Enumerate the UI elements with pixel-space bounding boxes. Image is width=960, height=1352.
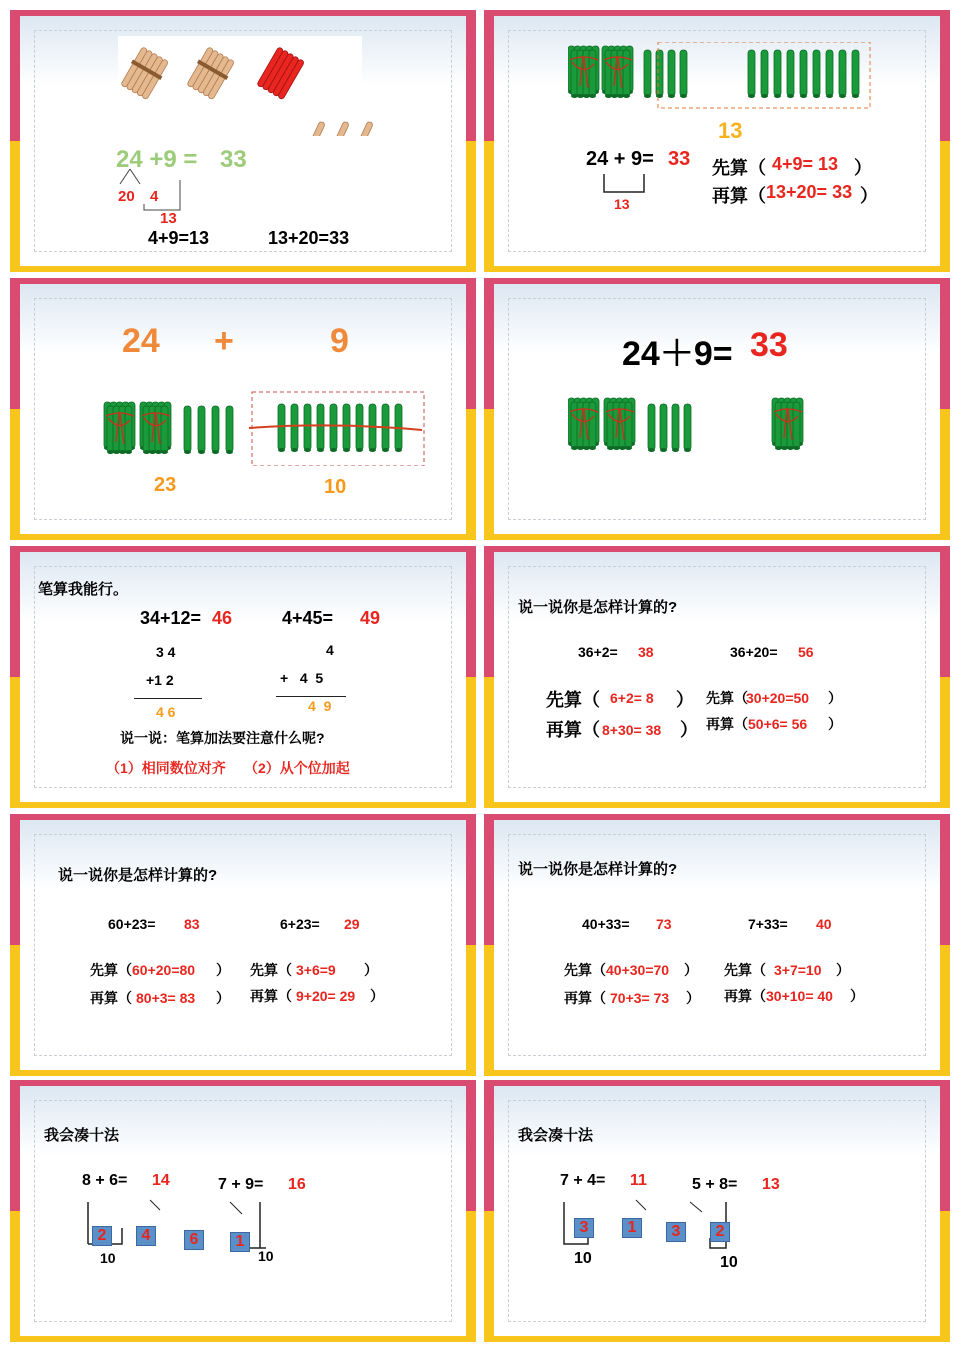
number-a: 24	[122, 322, 160, 360]
ans-1: 83	[184, 916, 200, 932]
brace-value: 13	[614, 196, 630, 212]
split-a: 20	[118, 188, 135, 205]
green-sticks	[94, 386, 434, 466]
title: 我会凑十法	[518, 1127, 594, 1144]
then-close-2: ）	[850, 988, 864, 1004]
box-4: 2	[710, 1222, 730, 1242]
first-label-2: 先算（	[250, 962, 292, 978]
first-close-2: ）	[364, 962, 378, 978]
eq-1: 60+23=	[108, 916, 156, 932]
ans-2: 13	[762, 1176, 780, 1193]
first-close-2: ）	[836, 962, 850, 978]
first-value-2: 3+6=9	[296, 962, 336, 978]
title: 说一说你是怎样计算的?	[58, 867, 218, 884]
ans-1: 11	[630, 1172, 647, 1189]
first-close-2: ）	[828, 690, 842, 706]
first-value-2: 3+7=10	[774, 962, 822, 978]
slide-6	[484, 546, 950, 808]
box-2: 1	[622, 1218, 642, 1238]
then-label: 再算（	[712, 186, 766, 206]
then-close: ）	[216, 990, 230, 1006]
ten-2: 10	[258, 1248, 274, 1264]
then-close: ）	[686, 990, 700, 1006]
ans-2: 40	[816, 916, 832, 932]
top-value: 13	[718, 118, 743, 143]
first-close: ）	[684, 962, 698, 978]
first-value: 4+9= 13	[772, 154, 839, 174]
number-b: 9	[330, 322, 349, 360]
plus-sign: +	[214, 322, 234, 360]
then-value: 13+20= 33	[766, 182, 853, 202]
vertical-1-result: 4 6	[156, 704, 176, 720]
ans-2: 29	[344, 916, 360, 932]
first-label: 先算（	[546, 690, 600, 710]
equation-answer: 33	[750, 326, 788, 364]
slide-9	[10, 1080, 476, 1342]
sticks-illustration	[120, 46, 380, 136]
box-2: 4	[136, 1226, 156, 1246]
green-sticks	[568, 394, 898, 464]
eq-2: 5 + 8=	[692, 1176, 738, 1193]
box-4: 1	[230, 1232, 250, 1252]
eq-2: 7 + 9=	[218, 1176, 264, 1193]
eq-2: 4+45=	[282, 608, 334, 628]
vertical-2-top: 4	[326, 642, 334, 658]
eq-2: 6+23=	[280, 916, 320, 932]
then-value-2: 50+6= 56	[748, 716, 808, 732]
vertical-2-line	[276, 696, 346, 697]
eq-1: 8 + 6=	[82, 1172, 128, 1189]
ten-1: 10	[574, 1250, 592, 1267]
first-close: ）	[676, 690, 694, 710]
green-sticks	[568, 42, 898, 112]
equation-answer: 33	[668, 148, 691, 170]
eq-2: 7+33=	[748, 916, 788, 932]
then-label-2: 再算（	[250, 988, 292, 1004]
then-label-2: 再算（	[706, 716, 748, 732]
first-close: ）	[216, 962, 230, 978]
box-1: 3	[574, 1218, 594, 1238]
slide-10	[484, 1080, 950, 1342]
tip-2: （2）从个位加起	[244, 760, 350, 776]
split-sum: 13	[160, 210, 177, 227]
title: 我会凑十法	[44, 1127, 120, 1144]
then-value-2: 30+10= 40	[766, 988, 833, 1004]
vertical-2-result: 4 9	[308, 698, 332, 714]
ans-2: 56	[798, 644, 814, 660]
then-label-2: 再算（	[724, 988, 766, 1004]
vertical-1-line	[134, 698, 202, 699]
slide-5	[10, 546, 476, 808]
slide-2	[484, 10, 950, 272]
then-close-2: ）	[370, 988, 384, 1004]
first-value: 40+30=70	[606, 962, 670, 978]
question: 说一说：笔算加法要注意什么呢?	[120, 730, 325, 746]
equation-left: 24 +9 =	[116, 146, 198, 173]
vertical-2-mid: + 4 5	[280, 670, 324, 686]
first-label: 先算（	[90, 962, 132, 978]
then-close: ）	[680, 720, 698, 740]
tip-1: （1）相同数位对齐	[106, 760, 226, 776]
slide-1	[10, 10, 476, 272]
equation: 24 + 9=	[586, 148, 654, 170]
eq-1: 36+2=	[578, 644, 618, 660]
step-1: 4+9=13	[148, 228, 210, 248]
ten-1: 10	[100, 1250, 116, 1266]
title: 说一说你是怎样计算的?	[518, 599, 678, 616]
first-value: 60+20=80	[132, 962, 196, 978]
under-b: 10	[324, 476, 347, 498]
slide-4	[484, 278, 950, 540]
ans-1: 38	[638, 644, 654, 660]
equation: 24＋9=	[622, 335, 733, 373]
first-label: 先算（	[564, 962, 606, 978]
ans-1: 73	[656, 916, 672, 932]
eq-1: 40+33=	[582, 916, 630, 932]
then-close-2: ）	[828, 716, 842, 732]
box-1: 2	[92, 1226, 112, 1246]
vertical-1-mid: +1 2	[146, 672, 174, 688]
eq-2: 36+20=	[730, 644, 778, 660]
box-3: 3	[666, 1222, 686, 1242]
first-value-2: 30+20=50	[746, 690, 810, 706]
split-b: 4	[150, 188, 159, 205]
then-label: 再算（	[90, 990, 132, 1006]
ans-1: 46	[212, 608, 233, 628]
then-value: 80+3= 83	[136, 990, 196, 1006]
under-a: 23	[154, 474, 177, 496]
first-close: ）	[854, 158, 872, 178]
slide-8	[484, 814, 950, 1076]
slide-3	[10, 278, 476, 540]
ans-2: 16	[288, 1176, 306, 1193]
first-label: 先算（	[712, 158, 766, 178]
equation-answer: 33	[220, 146, 247, 173]
eq-1: 34+12=	[140, 608, 202, 628]
vertical-1-top: 3 4	[156, 644, 176, 660]
then-value: 70+3= 73	[610, 990, 670, 1006]
step-2: 13+20=33	[268, 228, 350, 248]
slide-7	[10, 814, 476, 1076]
ans-1: 14	[152, 1172, 170, 1189]
then-label: 再算（	[564, 990, 606, 1006]
then-value: 8+30= 38	[602, 722, 662, 738]
box-3: 6	[184, 1230, 204, 1250]
ans-2: 49	[360, 608, 381, 628]
title: 说一说你是怎样计算的?	[518, 861, 678, 878]
brace	[594, 172, 654, 198]
then-value-2: 9+20= 29	[296, 988, 356, 1004]
ten-2: 10	[720, 1254, 738, 1271]
first-label-2: 先算（	[724, 962, 766, 978]
then-label: 再算（	[546, 720, 600, 740]
first-value: 6+2= 8	[610, 690, 654, 706]
eq-1: 7 + 4=	[560, 1172, 606, 1189]
title: 笔算我能行。	[38, 581, 129, 598]
then-close: ）	[860, 186, 878, 206]
first-label-2: 先算（	[706, 690, 748, 706]
